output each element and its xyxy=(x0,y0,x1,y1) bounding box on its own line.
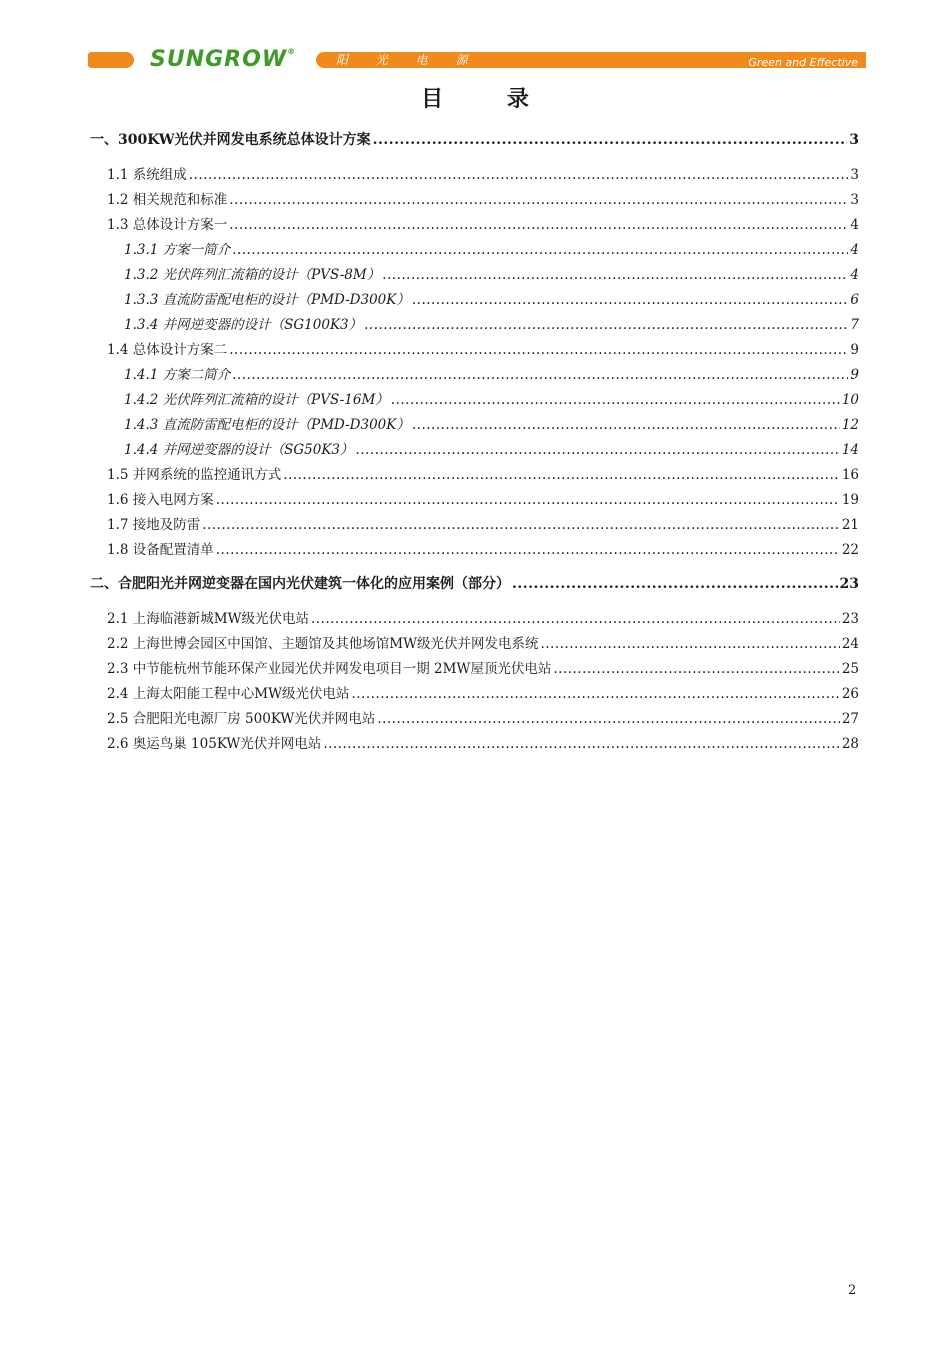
toc-entry-title: 1.3.2 光伏阵列汇流箱的设计（PVS-8M） xyxy=(124,267,381,283)
toc-entry-title: 2.3 中节能杭州节能环保产业园光伏并网发电项目一期 2MW屋顶光伏电站 xyxy=(107,661,552,677)
toc-leader-dots xyxy=(391,391,840,409)
toc-entry[interactable] xyxy=(107,541,859,559)
toc-entry-title: 1.6 接入电网方案 xyxy=(107,492,214,508)
toc-leader-dots xyxy=(356,441,840,459)
toc-entry-title: 1.2 相关规范和标准 xyxy=(107,192,228,208)
toc-entry-page: 22 xyxy=(841,542,859,558)
toc-entry[interactable] xyxy=(124,366,859,384)
toc-entry[interactable] xyxy=(107,516,859,534)
toc-entry-title: 1.1 系统组成 xyxy=(107,167,187,183)
toc-entry[interactable] xyxy=(107,216,859,234)
toc-entry-page: 27 xyxy=(841,711,859,727)
toc-leader-dots xyxy=(216,541,840,559)
toc-entry[interactable] xyxy=(90,131,859,149)
toc-entry-page: 9 xyxy=(850,367,859,383)
toc-leader-dots xyxy=(229,191,848,209)
toc-leader-dots xyxy=(232,366,848,384)
toc-entry[interactable] xyxy=(124,441,859,459)
toc-entry[interactable] xyxy=(107,635,859,653)
logo-text: SUNGROW xyxy=(150,47,288,72)
toc-entry-page: 4 xyxy=(850,242,859,258)
toc-entry-page: 3 xyxy=(850,192,859,208)
toc-entry-title: 1.3.4 并网逆变器的设计（SG100K3） xyxy=(124,317,363,333)
toc-entry-title: 1.4.2 光伏阵列汇流箱的设计（PVS-16M） xyxy=(124,392,389,408)
page-header xyxy=(88,49,866,71)
toc-entry[interactable] xyxy=(90,575,859,593)
toc-entry[interactable] xyxy=(124,316,859,334)
sungrow-logo xyxy=(150,47,296,72)
toc-entry[interactable] xyxy=(107,341,859,359)
toc-entry[interactable] xyxy=(107,735,859,753)
toc-leader-dots xyxy=(351,685,839,703)
toc-entry[interactable] xyxy=(107,660,859,678)
page-title: 目 录 xyxy=(421,86,557,112)
toc-leader-dots xyxy=(283,466,840,484)
toc-entry-page: 3 xyxy=(849,132,859,148)
toc-entry[interactable] xyxy=(107,491,859,509)
toc-entry-title: 2.5 合肥阳光电源厂房 500KW光伏并网电站 xyxy=(107,711,376,727)
toc-entry-page: 6 xyxy=(850,292,859,308)
toc-entry-title: 1.5 并网系统的监控通讯方式 xyxy=(107,467,282,483)
toc-leader-dots xyxy=(229,341,848,359)
toc-entry[interactable] xyxy=(107,166,859,184)
toc-entry-title: 1.4 总体设计方案二 xyxy=(107,342,228,358)
toc-leader-dots xyxy=(540,635,839,653)
toc-entry-title: 1.3.3 直流防雷配电柜的设计（PMD-D300K） xyxy=(124,292,410,308)
toc-entry-title: 1.3.1 方案一简介 xyxy=(124,242,231,258)
toc-leader-dots xyxy=(323,735,840,753)
registered-mark: ® xyxy=(287,47,297,56)
toc-entry-page: 16 xyxy=(841,467,859,483)
toc-entry-title: 2.2 上海世博会园区中国馆、主题馆及其他场馆MW级光伏并网发电系统 xyxy=(107,636,539,652)
toc-leader-dots xyxy=(189,166,849,184)
toc-entry[interactable] xyxy=(107,191,859,209)
toc-entry-title: 1.4.1 方案二简介 xyxy=(124,367,231,383)
toc-leader-dots xyxy=(229,216,848,234)
toc-leader-dots xyxy=(364,316,848,334)
toc-entry-page: 21 xyxy=(841,517,859,533)
header-slogan: Green and Effective xyxy=(748,56,858,69)
toc-entry-page: 23 xyxy=(839,576,859,592)
toc-entry-title: 一、300KW光伏并网发电系统总体设计方案 xyxy=(90,132,371,148)
toc-entry-title: 1.7 接地及防雷 xyxy=(107,517,201,533)
toc-leader-dots xyxy=(553,660,839,678)
toc-entry-title: 1.3 总体设计方案一 xyxy=(107,217,228,233)
toc-entry[interactable] xyxy=(107,466,859,484)
toc-entry[interactable] xyxy=(124,291,859,309)
toc-entry-page: 9 xyxy=(850,342,859,358)
toc-leader-dots xyxy=(412,291,849,309)
toc-entry-page: 4 xyxy=(850,217,859,233)
toc-leader-dots xyxy=(412,416,840,434)
header-left-bar xyxy=(88,52,134,68)
header-company-cn: 阳 光 电 源 xyxy=(336,53,480,67)
toc-leader-dots xyxy=(512,575,838,593)
toc-entry[interactable] xyxy=(107,610,859,628)
toc-leader-dots xyxy=(216,491,840,509)
toc-leader-dots xyxy=(311,610,840,628)
toc-entry[interactable] xyxy=(124,391,859,409)
toc-entry-title: 2.6 奥运鸟巢 105KW光伏并网电站 xyxy=(107,736,322,752)
toc-entry-title: 1.4.3 直流防雷配电柜的设计（PMD-D300K） xyxy=(124,417,410,433)
toc-entry-title: 2.4 上海太阳能工程中心MW级光伏电站 xyxy=(107,686,350,702)
toc-entry-page: 24 xyxy=(841,636,859,652)
toc-leader-dots xyxy=(202,516,840,534)
toc-entry-title: 2.1 上海临港新城MW级光伏电站 xyxy=(107,611,309,627)
toc-leader-dots xyxy=(373,131,848,149)
toc-entry-page: 14 xyxy=(841,442,859,458)
toc-entry-page: 25 xyxy=(841,661,859,677)
toc-entry-page: 4 xyxy=(850,267,859,283)
toc-entry-page: 12 xyxy=(841,417,859,433)
toc-entry-page: 10 xyxy=(841,392,859,408)
toc-entry-page: 23 xyxy=(841,611,859,627)
page-number: 2 xyxy=(848,1283,857,1298)
toc-entry-page: 7 xyxy=(850,317,859,333)
toc-leader-dots xyxy=(382,266,848,284)
toc-entry-title: 1.4.4 并网逆变器的设计（SG50K3） xyxy=(124,442,354,458)
toc-entry-page: 28 xyxy=(841,736,859,752)
toc-entry[interactable] xyxy=(107,710,859,728)
toc-entry-page: 3 xyxy=(850,167,859,183)
toc-entry[interactable] xyxy=(107,685,859,703)
toc-entry-page: 26 xyxy=(841,686,859,702)
toc-leader-dots xyxy=(232,241,848,259)
toc-entry[interactable] xyxy=(124,416,859,434)
toc-entry[interactable] xyxy=(124,266,859,284)
toc-entry[interactable] xyxy=(124,241,859,259)
toc-entry-page: 19 xyxy=(841,492,859,508)
toc-entry-title: 二、合肥阳光并网逆变器在国内光伏建筑一体化的应用案例（部分） xyxy=(90,576,510,592)
toc-leader-dots xyxy=(377,710,840,728)
toc-entry-title: 1.8 设备配置清单 xyxy=(107,542,214,558)
